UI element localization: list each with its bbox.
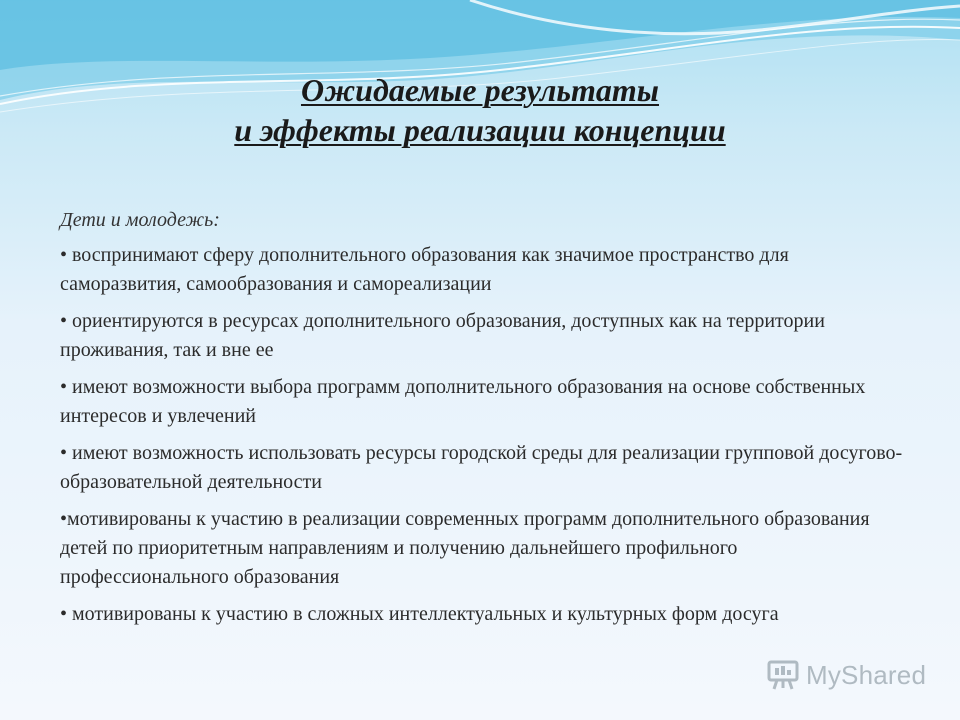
list-item: •мотивированы к участию в реализации современных программ дополнительного образования детей по приоритетным направлениям и получению дальнейшего профильного профессионального образования [60,508,870,588]
slide-title [180,70,780,150]
list-item: • мотивированы к участию в сложных интеллектуальных и культурных форм досуга [60,603,779,625]
watermark-text: MyShared [806,659,927,690]
content-subtitle: Дети и молодежь: [60,209,220,231]
watermark-logo [766,656,926,694]
list-item: • ориентируются в ресурсах дополнительного образования, доступных как на территории проживания, так и вне ее [60,310,825,361]
presentation-board-icon [766,658,800,692]
list-item: • воспринимают сферу дополнительного образования как значимое пространство для саморазвития, самообразования и самореализации [60,244,789,295]
slide-title-line-2: и эффекты реализации концепции [234,112,726,148]
list-item: • имеют возможности выбора программ дополнительного образования на основе собственных интересов и увлечений [60,376,866,427]
slide-title-line-1: Ожидаемые результаты [300,72,659,108]
list-item: • имеют возможность использовать ресурсы городской среды для реализации групповой досугово-образовательной деятельности [60,442,903,493]
slide-content [60,206,910,637]
